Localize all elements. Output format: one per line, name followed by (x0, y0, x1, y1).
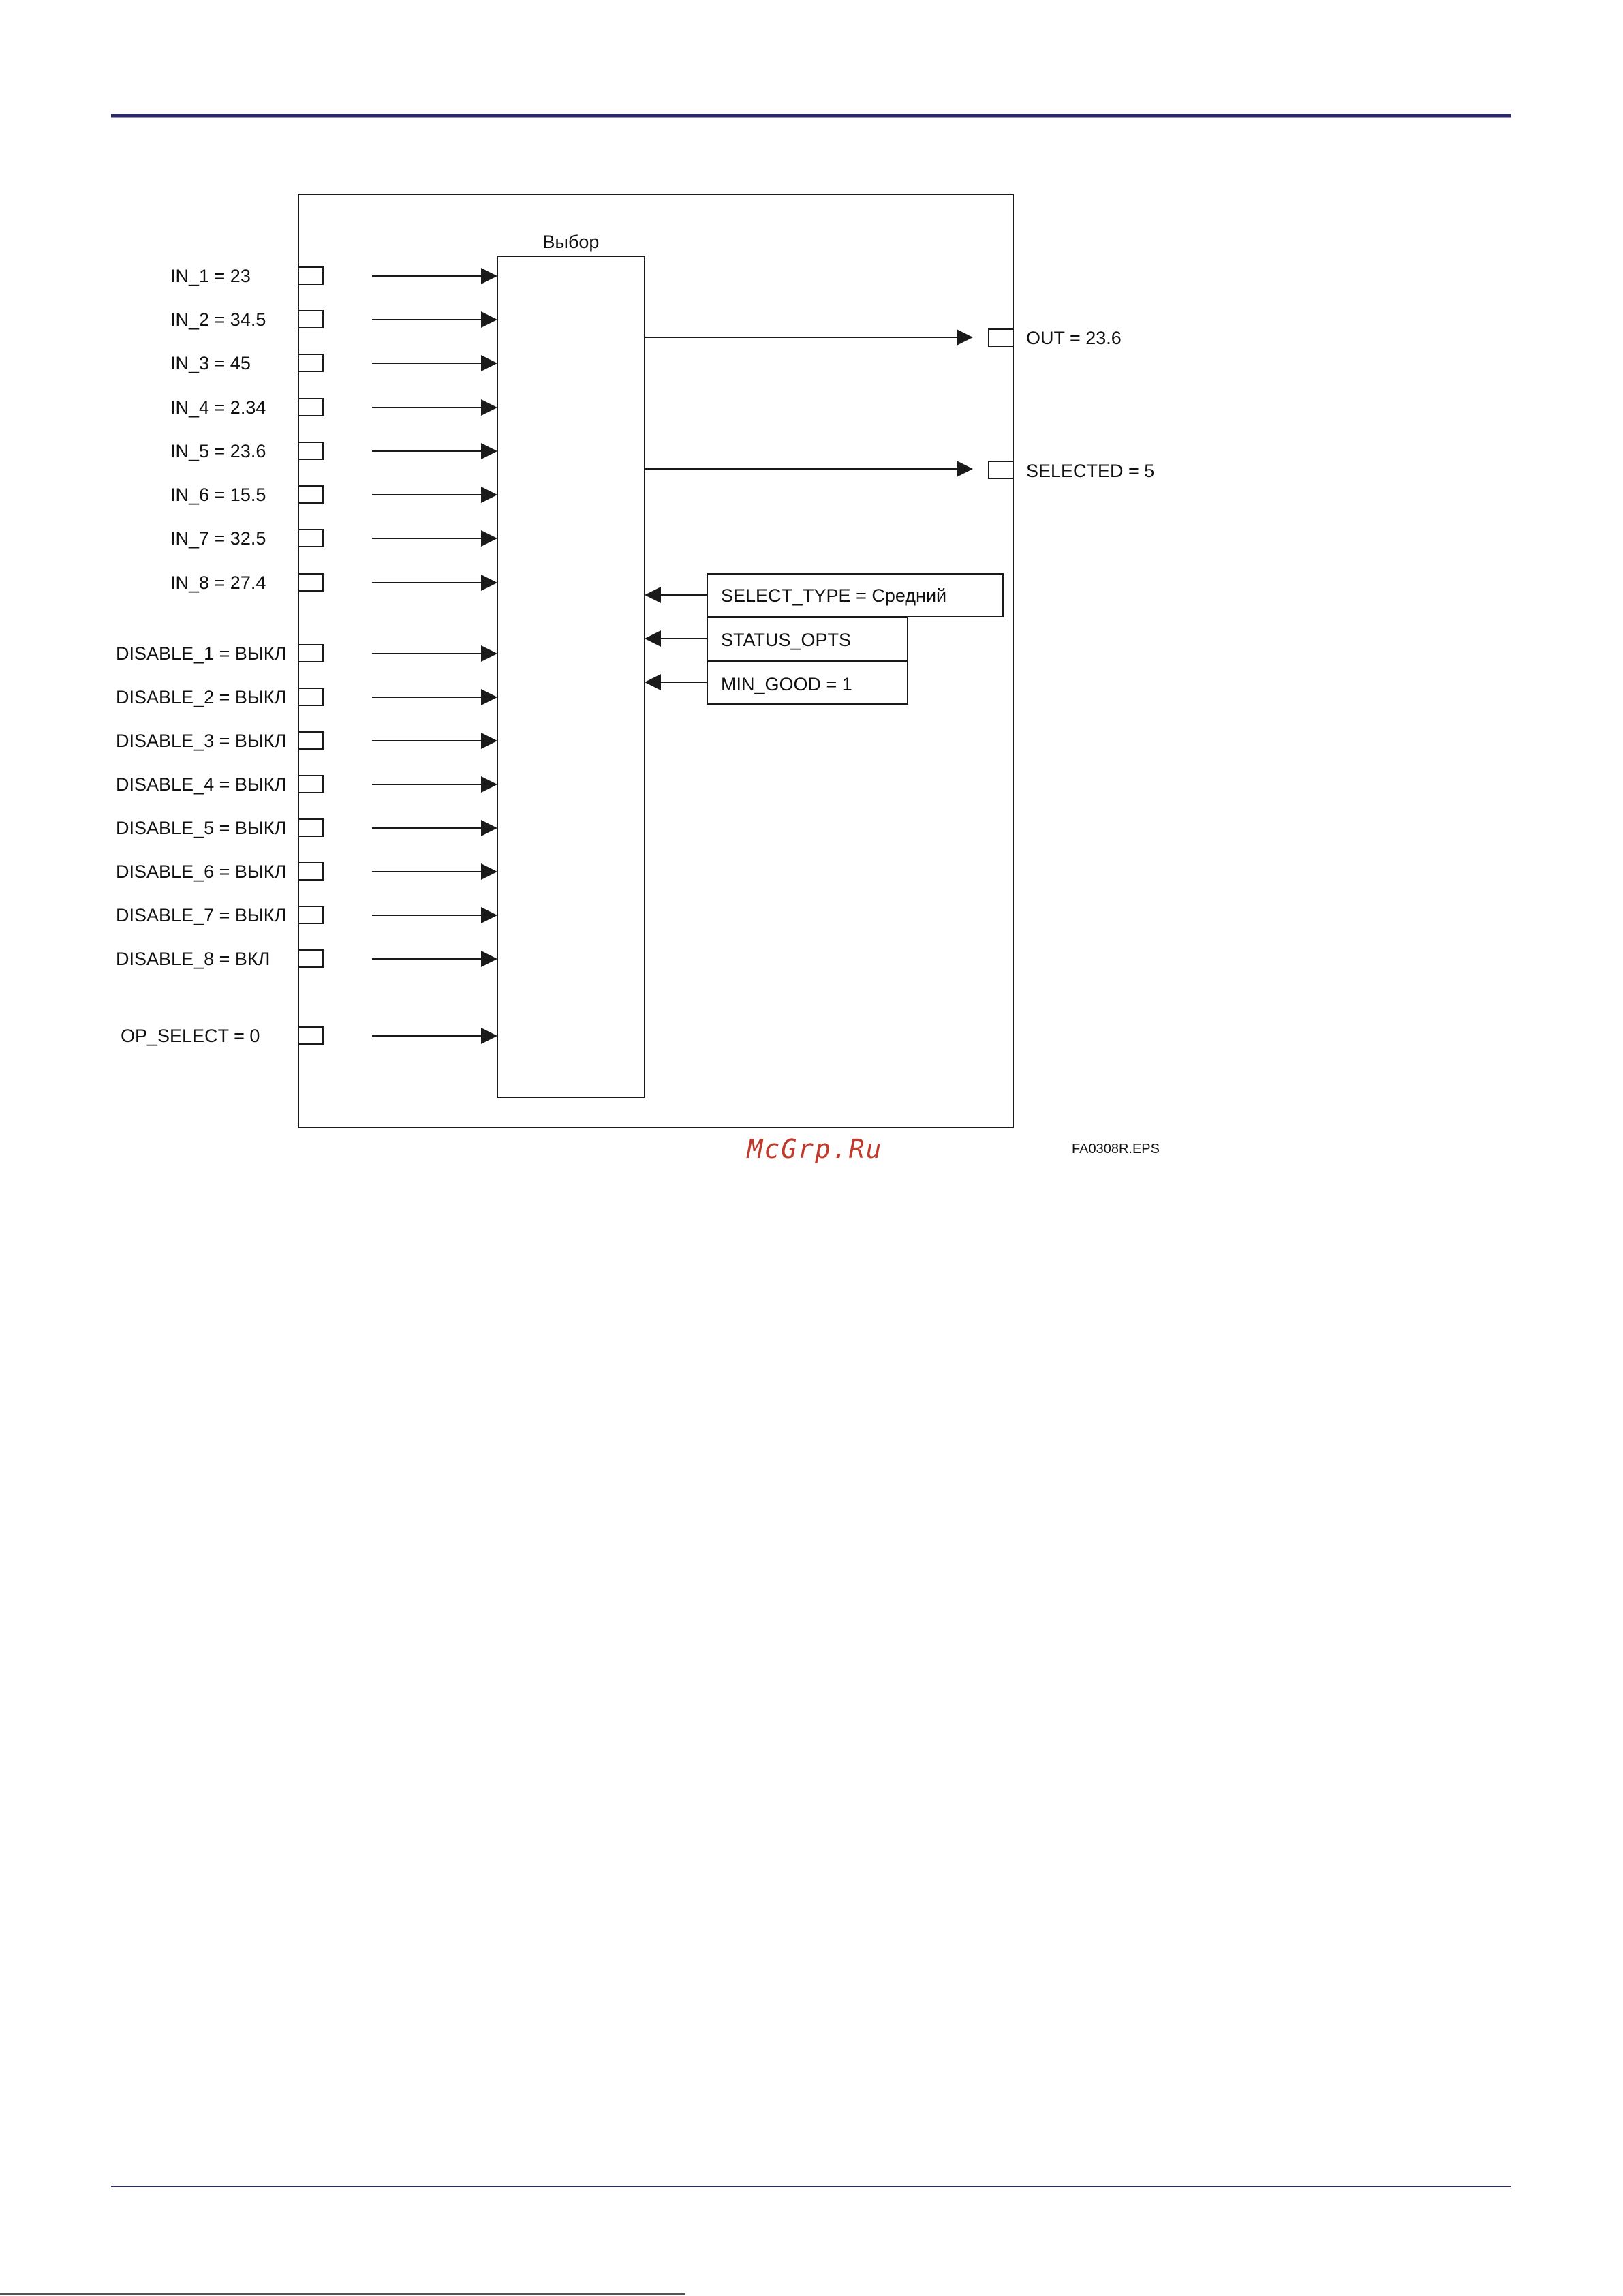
input-label: IN_4 = 2.34 (170, 397, 266, 418)
param-label: STATUS_OPTS (721, 630, 852, 650)
input-port (298, 311, 323, 328)
input-row-in-6 (170, 485, 497, 505)
input-row-in-8 (170, 572, 497, 593)
arrowhead (481, 355, 497, 371)
disable-label: DISABLE_1 = ВЫКЛ (116, 643, 287, 664)
param-label: SELECT_TYPE = Средний (721, 585, 947, 606)
param-select-type (645, 574, 1003, 617)
output-row-out (645, 328, 1122, 348)
arrowhead (481, 733, 497, 749)
figure-id: FA0308R.EPS (1072, 1142, 1160, 1157)
input-label: IN_2 = 34.5 (170, 309, 266, 330)
input-row-disable-1 (116, 643, 497, 664)
input-row-in-4 (170, 397, 497, 418)
input-row-in-2 (170, 309, 497, 330)
arrowhead (481, 820, 497, 836)
arrowhead (481, 530, 497, 547)
arrowhead (481, 575, 497, 591)
input-label: IN_1 = 23 (170, 266, 251, 286)
input-row-disable-4 (116, 774, 497, 795)
param-status-opts (645, 617, 908, 660)
input-label: IN_7 = 32.5 (170, 528, 266, 549)
input-port (298, 1027, 323, 1044)
input-row-in-7 (170, 528, 497, 549)
input-label: IN_5 = 23.6 (170, 441, 266, 461)
arrowhead (481, 487, 497, 503)
op-select-label: OP_SELECT = 0 (121, 1026, 260, 1046)
input-port (298, 906, 323, 923)
arrowhead (645, 674, 661, 690)
output-port (989, 461, 1013, 478)
input-port (298, 442, 323, 459)
input-row-op-select (121, 1026, 497, 1046)
selector-block (497, 256, 645, 1097)
arrowhead (481, 645, 497, 662)
input-row-in-1 (170, 266, 497, 286)
input-row-disable-6 (116, 861, 497, 882)
arrowhead (481, 443, 497, 459)
input-row-disable-2 (116, 687, 497, 707)
input-port (298, 732, 323, 749)
disable-label: DISABLE_2 = ВЫКЛ (116, 687, 287, 707)
disable-label: DISABLE_6 = ВЫКЛ (116, 861, 287, 882)
input-port (298, 399, 323, 416)
disable-label: DISABLE_4 = ВЫКЛ (116, 774, 287, 795)
input-row-disable-8 (116, 949, 497, 969)
arrowhead (481, 268, 497, 284)
arrowhead (957, 461, 973, 477)
input-row-in-3 (170, 353, 497, 373)
input-port (298, 530, 323, 547)
param-min-good (645, 661, 908, 704)
disable-label: DISABLE_8 = ВКЛ (116, 949, 270, 969)
input-port (298, 863, 323, 880)
input-port (298, 819, 323, 836)
arrowhead (481, 399, 497, 416)
output-label: SELECTED = 5 (1026, 461, 1155, 481)
output-label: OUT = 23.6 (1026, 328, 1122, 348)
input-port (298, 574, 323, 591)
input-port (298, 776, 323, 793)
input-port (298, 950, 323, 967)
arrowhead (481, 776, 497, 793)
disable-label: DISABLE_5 = ВЫКЛ (116, 818, 287, 838)
input-port (298, 645, 323, 662)
arrowhead (481, 1028, 497, 1044)
input-port (298, 267, 323, 284)
watermark-text: McGrp.Ru (747, 1134, 883, 1164)
output-row-selected (645, 461, 1154, 481)
disable-label: DISABLE_3 = ВЫКЛ (116, 731, 287, 751)
input-port (298, 688, 323, 705)
arrowhead (481, 863, 497, 880)
block-title: Выбор (542, 232, 600, 252)
arrowhead (645, 630, 661, 647)
output-port (989, 329, 1013, 346)
arrowhead (645, 587, 661, 603)
input-row-disable-3 (116, 731, 497, 751)
input-label: IN_3 = 45 (170, 353, 251, 373)
input-label: IN_8 = 27.4 (170, 572, 266, 593)
input-row-disable-5 (116, 818, 497, 838)
input-row-disable-7 (116, 905, 497, 925)
input-row-in-5 (170, 441, 497, 461)
disable-label: DISABLE_7 = ВЫКЛ (116, 905, 287, 925)
arrowhead (481, 311, 497, 328)
input-port (298, 486, 323, 503)
input-port (298, 354, 323, 371)
arrowhead (481, 907, 497, 923)
arrowhead (957, 329, 973, 346)
param-label: MIN_GOOD = 1 (721, 674, 852, 694)
arrowhead (481, 951, 497, 967)
input-label: IN_6 = 15.5 (170, 485, 266, 505)
arrowhead (481, 689, 497, 705)
